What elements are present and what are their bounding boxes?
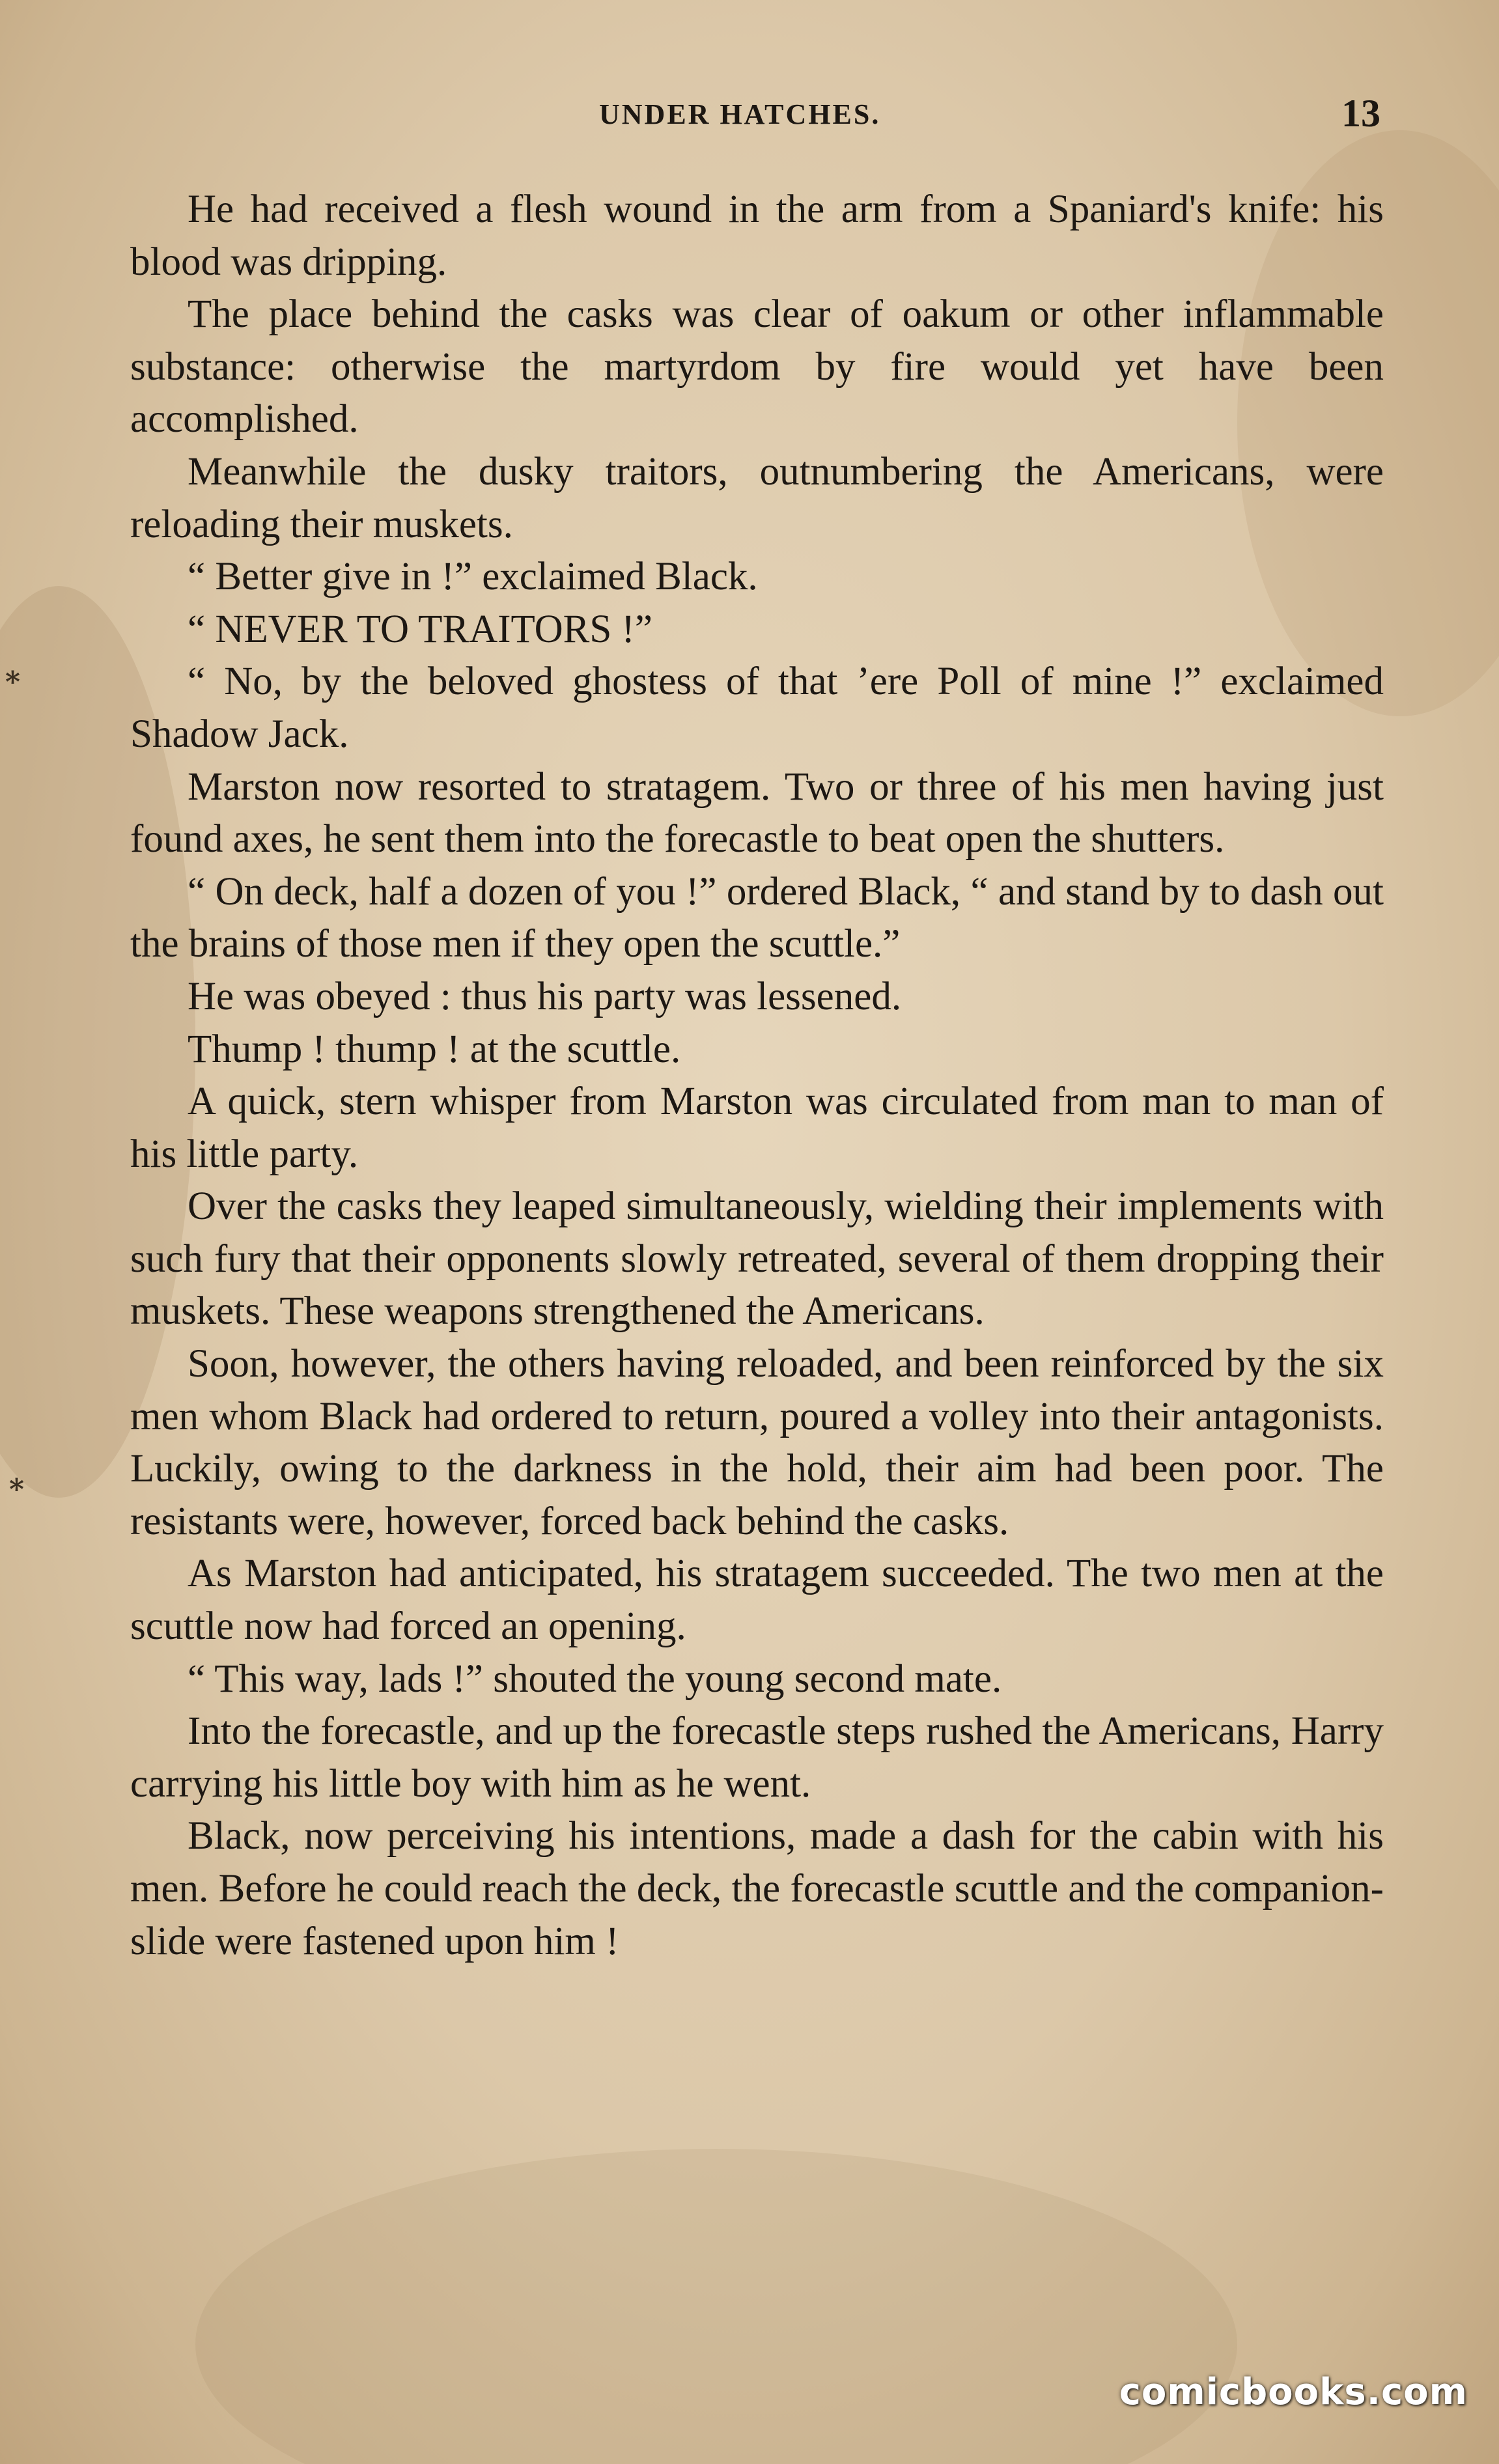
paragraph: Thump ! thump ! at the scuttle. [188, 1027, 681, 1071]
paper-stain [195, 2149, 1237, 2464]
paragraph: Marston now resorted to stratagem. Two or three of his men having just found axes, he sent them into the forecastle to beat open the shutters. [130, 764, 1384, 861]
paragraph: Black, now perceiving his intentions, made a dash for the cabin with his men. Before he could reach the deck, the forecastle scuttle and the companion-slide were fastened upon him ! [130, 1814, 1384, 1963]
body-text [130, 184, 1384, 1968]
margin-speck: ⁎ [9, 1465, 25, 1498]
paragraph: A quick, stern whisper from Marston was circulated from man to man of his little party. [130, 1080, 1384, 1176]
paragraph: “ No, by the beloved ghostess of that ’ere Poll of mine !” exclaimed Shadow Jack. [130, 660, 1384, 756]
paragraph: The place behind the casks was clear of oakum or other inflammable substance: otherwise the martyrdom by fire would yet have been accomplished. [130, 292, 1384, 441]
paragraph: Into the forecastle, and up the forecastle steps rushed the Americans, Harry carrying his little boy with him as he went. [130, 1709, 1384, 1806]
page-header [130, 91, 1380, 143]
page-number: 13 [1341, 92, 1380, 135]
watermark: comicbooks.com [1119, 2371, 1468, 2413]
margin-speck: ⁎ [5, 658, 21, 691]
paragraph: As Marston had anticipated, his stratagem succeeded. The two men at the scuttle now had forced an opening. [130, 1552, 1384, 1649]
paragraph: Meanwhile the dusky traitors, outnumbering the Americans, were reloading their muskets. [130, 449, 1384, 546]
paragraph: He was obeyed : thus his party was lessened. [188, 974, 902, 1018]
paragraph: “ NEVER TO TRAITORS !” [188, 607, 652, 651]
paragraph: “ This way, lads !” shouted the young second mate. [188, 1657, 1002, 1701]
paragraph: Soon, however, the others having reloaded, and been reinforced by the six men whom Black had ordered to return, poured a volley into their antagonists. Luckily, owing to the darkness in the hold, their aim had been poor. The resistants were, however, forced back behind the casks. [130, 1342, 1384, 1543]
paragraph: Over the casks they leaped simultaneously, wielding their implements with such fury that their opponents slowly retreated, several of them dropping their muskets. These weapons strengthened the Americans. [130, 1184, 1384, 1334]
paragraph: “ Better give in !” exclaimed Black. [188, 555, 758, 599]
paragraph: He had received a flesh wound in the arm from a Spaniard's knife: his blood was dripping. [130, 188, 1384, 284]
running-head: UNDER HATCHES. [599, 98, 881, 130]
paragraph: “ On deck, half a dozen of you !” ordered Black, “ and stand by to dash out the brains of those men if they open the scuttle.” [130, 869, 1384, 966]
